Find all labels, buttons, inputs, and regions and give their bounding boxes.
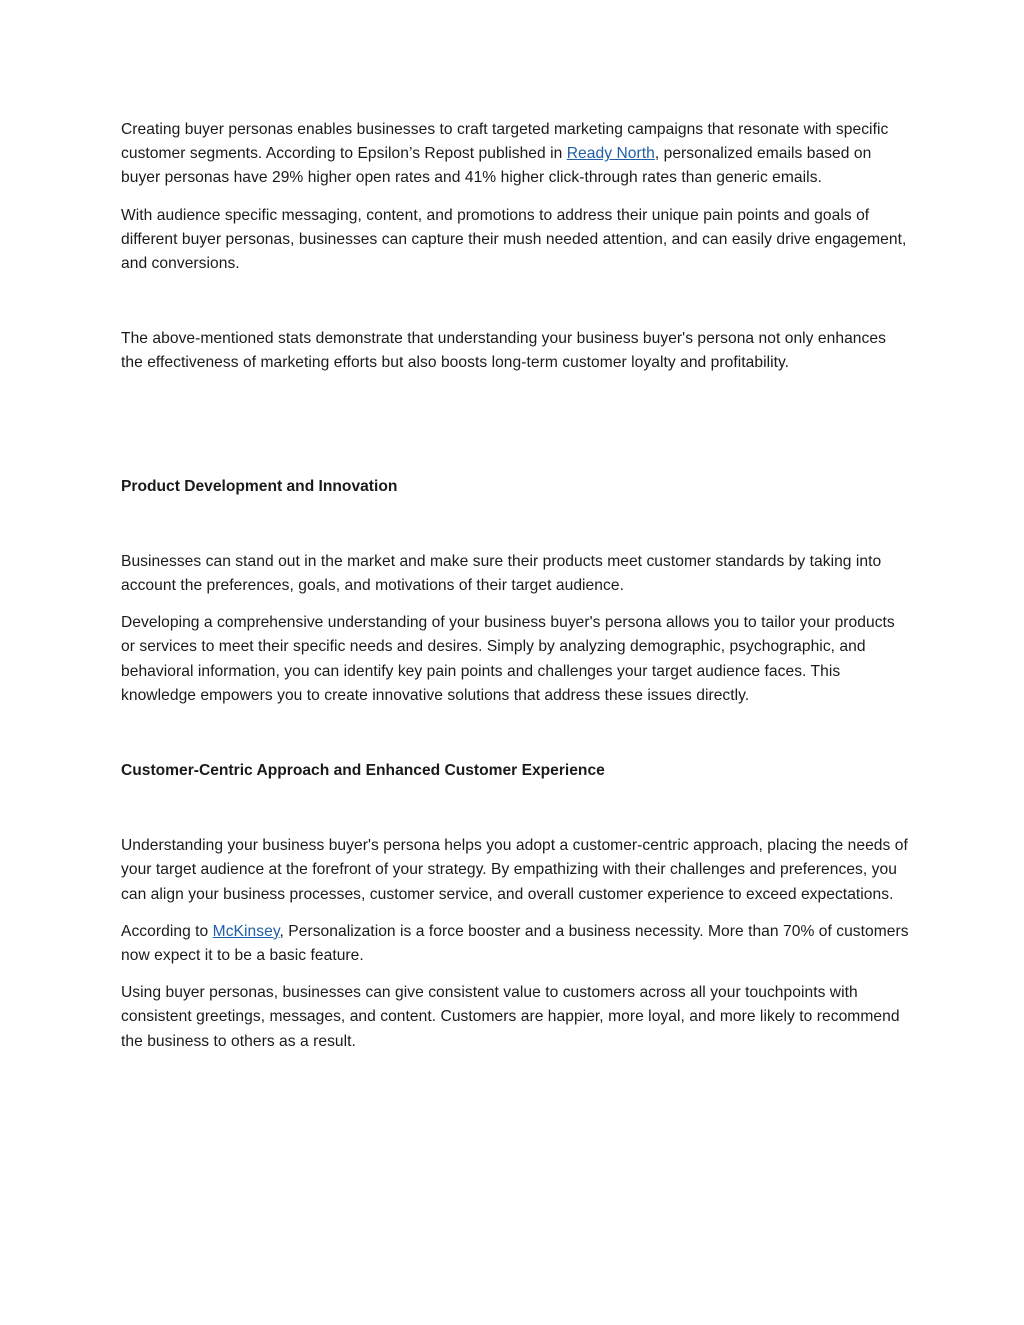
spacer <box>121 499 911 550</box>
paragraph-text: , personalized emails based on buyer personas have 29% higher open rates and 41% higher click-through rates than generic emails. <box>121 145 872 187</box>
mckinsey-link[interactable]: McKinsey <box>212 922 280 940</box>
ready-north-link[interactable]: Ready North <box>566 145 655 163</box>
heading-customer-centric: Customer-Centric Approach and Enhanced Customer Experience <box>121 762 605 780</box>
spacer <box>121 783 911 834</box>
paragraph-customer-centric-approach: Understanding your business buyer's persona helps you adopt a customer-centric approach, placing the needs of your target audience at the forefront of your strategy. By empathizing with their challenges and preferences, you can align your business processes, customer service, and overall customer experience to exceed expectations. <box>121 837 908 903</box>
heading-product-development: Product Development and Innovation <box>121 477 398 495</box>
paragraph-text: , Personalization is a force booster and a business necessity. More than 70% of customers now expect it to be a basic feature. <box>121 922 909 965</box>
document-page <box>121 118 911 1054</box>
spacer <box>121 598 911 611</box>
spacer <box>121 708 911 759</box>
spacer <box>121 907 911 920</box>
spacer <box>121 191 911 204</box>
paragraph-text: According to <box>121 922 213 940</box>
paragraph-audience-messaging: With audience specific messaging, content, and promotions to address their unique pain points and goals of different buyer personas, businesses can capture their mush needed attention, and can easily drive engagement, and conversions. <box>121 206 907 273</box>
spacer <box>121 968 911 981</box>
paragraph-stand-out: Businesses can stand out in the market and make sure their products meet customer standards by taking into account the preferences, goals, and motivations of their target audience. <box>121 552 882 595</box>
paragraph-consistent-value: Using buyer personas, businesses can give consistent value to customers across all your touchpoints with consistent greetings, messages, and content. Customers are happier, more loyal, and more likely to recommend the business to others as a result. <box>121 984 900 1050</box>
paragraph-personas-campaigns <box>121 118 911 191</box>
spacer <box>121 376 911 475</box>
paragraph-text: Creating buyer personas enables businesses to craft targeted marketing campaigns that resonate with specific customer segments. According to Epsilon’s Repost published in <box>121 121 889 163</box>
spacer <box>121 276 911 327</box>
paragraph-stats-summary: The above-mentioned stats demonstrate that understanding your business buyer's persona not only enhances the effectiveness of marketing efforts but also boosts long-term customer loyalty and profitability. <box>121 330 886 372</box>
paragraph-comprehensive-understanding: Developing a comprehensive understanding of your business buyer's persona allows you to tailor your products or services to meet their specific needs and desires. Simply by analyzing demographic, psychographic, and behavioral information, you can identify key pain points and challenges your target audience faces. This knowledge empowers you to create innovative solutions that address these issues directly. <box>121 614 895 704</box>
paragraph-mckinsey <box>121 920 911 968</box>
